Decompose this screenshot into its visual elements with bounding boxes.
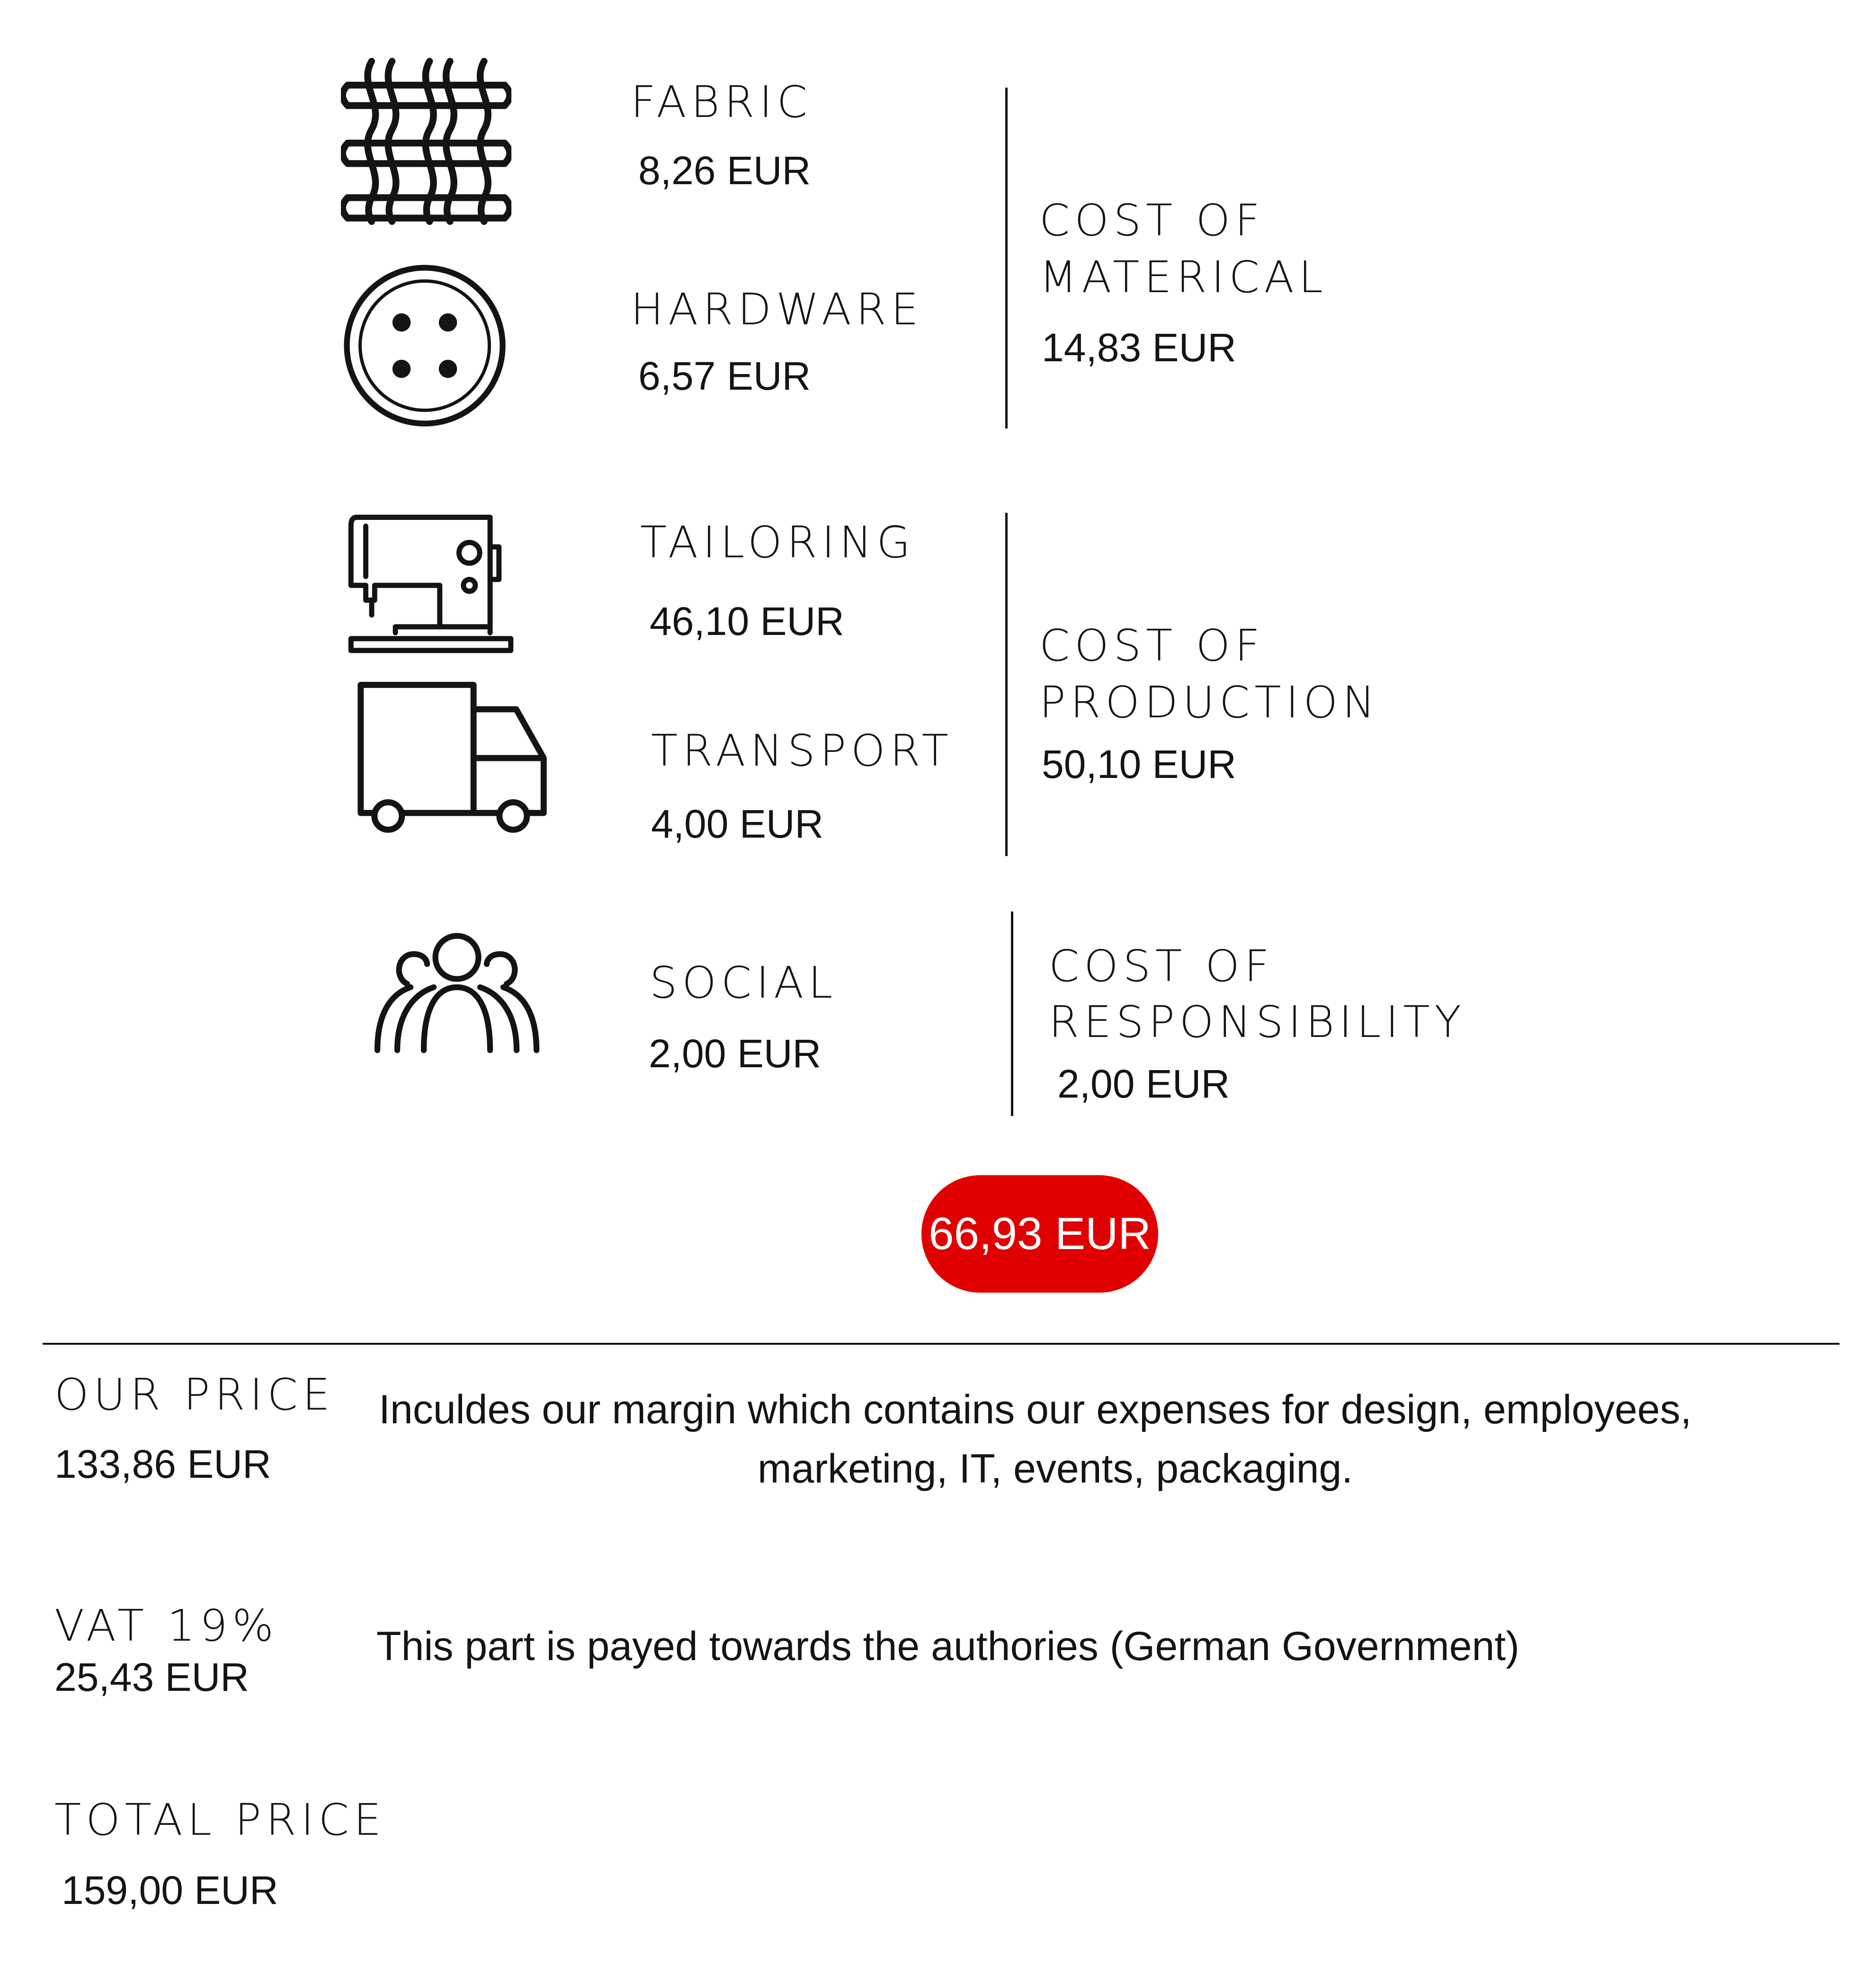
tailoring-label: TAILORING bbox=[640, 517, 915, 568]
button-icon bbox=[342, 263, 508, 429]
our-price-description-line1: Inculdes our margin which contains our expenses for design, employees, bbox=[379, 1387, 1692, 1432]
hardware-label: HARDWARE bbox=[631, 284, 923, 335]
section-divider bbox=[43, 1343, 1840, 1345]
our-price-description-line2: marketing, IT, events, packaging. bbox=[758, 1446, 1353, 1492]
material-group-value: 14,83 EUR bbox=[1042, 325, 1236, 370]
hardware-value: 6,57 EUR bbox=[638, 354, 811, 398]
transport-value: 4,00 EUR bbox=[651, 802, 824, 846]
sewing-machine-icon bbox=[341, 511, 521, 653]
tailoring-value: 46,10 EUR bbox=[650, 599, 844, 643]
vat-value: 25,43 EUR bbox=[54, 1655, 249, 1699]
responsibility-group-value: 2,00 EUR bbox=[1057, 1062, 1230, 1106]
social-label: SOCIAL bbox=[650, 957, 838, 1008]
transport-label: TRANSPORT bbox=[651, 725, 953, 776]
production-group-value: 50,10 EUR bbox=[1042, 742, 1236, 786]
vat-description: This part is payed towards the authories (German Government) bbox=[376, 1624, 1519, 1669]
subtotal-badge: 66,93 EUR bbox=[921, 1175, 1158, 1293]
people-group-icon bbox=[374, 921, 540, 1054]
material-group-title-line2: MATERICAL bbox=[1039, 252, 1328, 303]
total-price-value: 159,00 EUR bbox=[62, 1868, 278, 1912]
production-group-title-line2: PRODUCTION bbox=[1039, 677, 1380, 728]
material-group-divider bbox=[1005, 88, 1008, 429]
production-group-title-line1: COST OF bbox=[1039, 620, 1265, 671]
truck-icon bbox=[357, 682, 547, 834]
total-price-label: TOTAL PRICE bbox=[54, 1795, 386, 1845]
fabric-label: FABRIC bbox=[631, 77, 812, 127]
vat-label: VAT 19% bbox=[54, 1600, 278, 1651]
material-group-title-line1: COST OF bbox=[1039, 195, 1265, 246]
our-price-label: OUR PRICE bbox=[54, 1369, 335, 1420]
production-group-divider bbox=[1005, 513, 1008, 856]
fabric-weave-icon bbox=[341, 54, 511, 225]
social-value: 2,00 EUR bbox=[649, 1031, 822, 1076]
responsibility-group-title-line2: RESPONSIBILITY bbox=[1049, 997, 1466, 1047]
fabric-value: 8,26 EUR bbox=[638, 148, 811, 193]
responsibility-group-title-line1: COST OF bbox=[1049, 941, 1274, 991]
responsibility-group-divider bbox=[1011, 911, 1013, 1116]
our-price-value: 133,86 EUR bbox=[54, 1442, 271, 1486]
